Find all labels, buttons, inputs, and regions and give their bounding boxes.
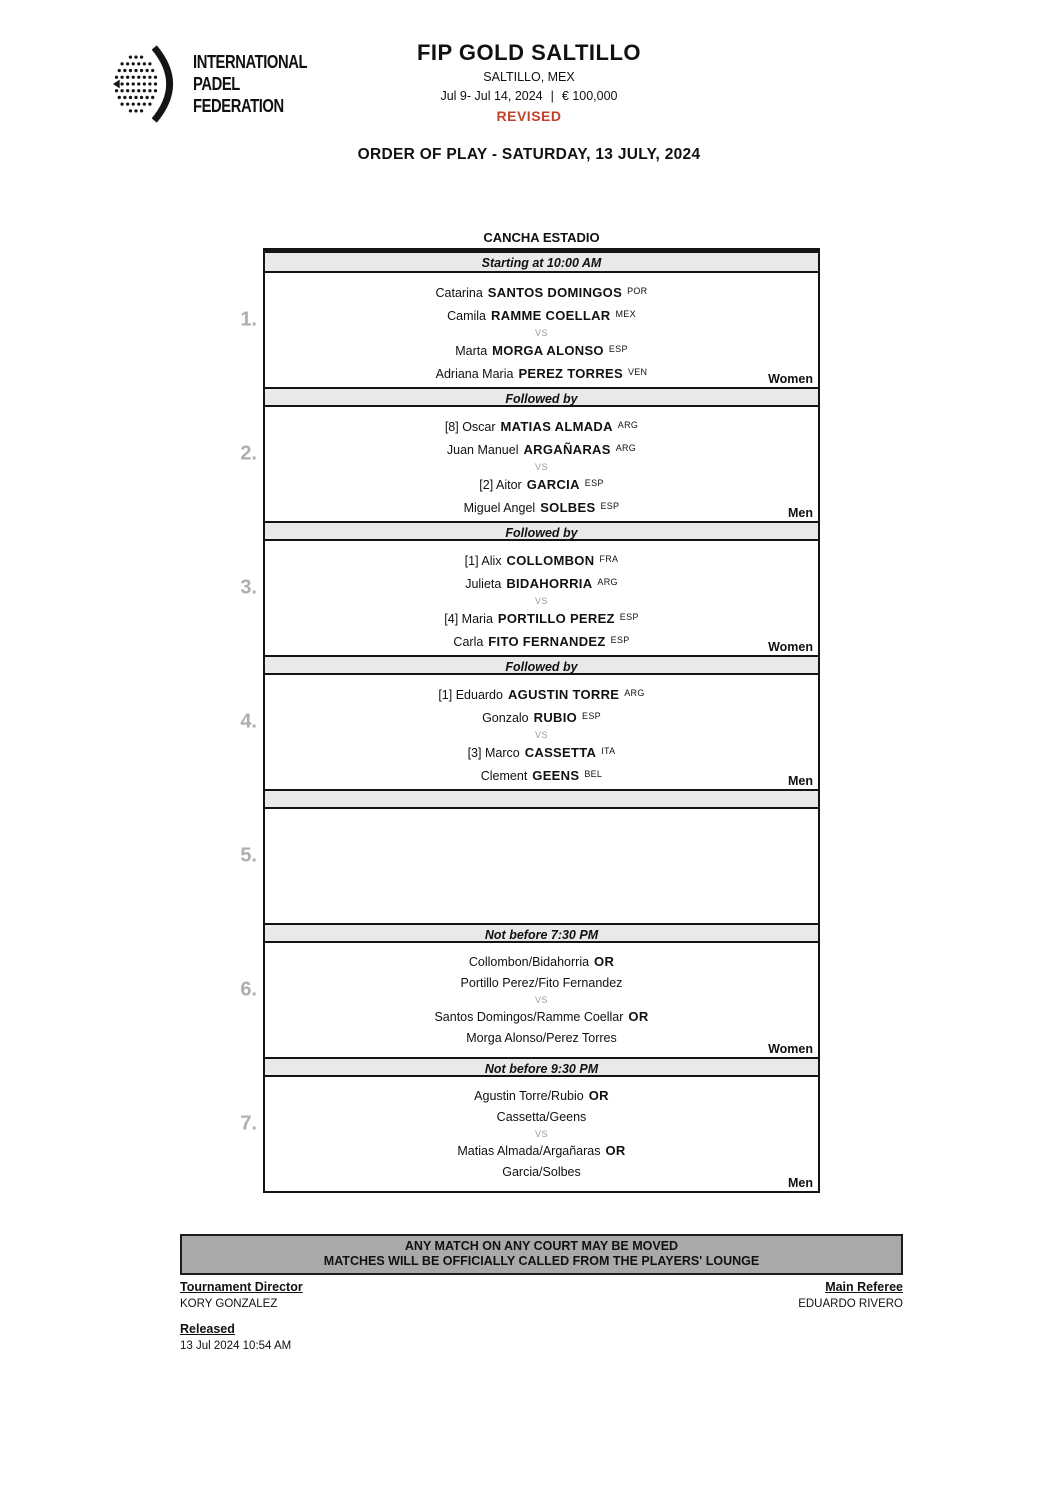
player-given-name: Garcia/Solbes	[502, 1165, 581, 1179]
tournament-director-label: Tournament Director	[180, 1280, 303, 1294]
match-number: 4.	[240, 710, 257, 733]
released-block	[180, 1322, 903, 1352]
country-code: ESP	[608, 344, 628, 354]
main-referee-block	[798, 1280, 903, 1310]
player-given-name: [3] Marco	[467, 746, 520, 760]
player-line	[265, 764, 818, 787]
match-lines	[265, 683, 818, 787]
player-line	[265, 951, 818, 973]
country-code: ARG	[617, 420, 639, 430]
match-block	[240, 789, 818, 923]
player-surname: OR	[605, 1143, 626, 1158]
vs-label: VS	[534, 1129, 548, 1139]
officials-section	[180, 1280, 903, 1352]
match-schedule-band: Not before 9:30 PM	[265, 1057, 818, 1077]
player-line	[265, 607, 818, 630]
notice-line-2: MATCHES WILL BE OFFICIALLY CALLED FROM THE PLAYERS' LOUNGE	[323, 1254, 760, 1268]
player-line	[265, 473, 818, 496]
match-block	[240, 521, 818, 655]
revised-badge: REVISED	[496, 108, 562, 124]
player-given-name: Clement	[480, 769, 528, 783]
player-surname: OR	[628, 1009, 649, 1024]
player-line	[265, 304, 818, 327]
notice-line-1: ANY MATCH ON ANY COURT MAY BE MOVED	[404, 1239, 679, 1253]
player-given-name: Gonzalo	[482, 711, 529, 725]
player-given-name: Catarina	[435, 286, 483, 300]
player-line	[265, 1006, 818, 1028]
player-surname: BIDAHORRIA	[506, 576, 593, 591]
player-line	[265, 1140, 818, 1162]
player-surname: MORGA ALONSO	[492, 343, 604, 358]
logo-line-1: INTERNATIONAL	[193, 52, 308, 72]
logo-line-3: FEDERATION	[193, 96, 284, 116]
player-given-name: Cassetta/Geens	[496, 1110, 587, 1124]
match-lines	[265, 415, 818, 519]
country-code: ARG	[615, 443, 637, 453]
match-body	[265, 273, 818, 387]
player-line	[265, 281, 818, 304]
player-line	[265, 973, 818, 994]
tournament-director-block	[180, 1280, 303, 1310]
country-code: ITA	[601, 746, 616, 756]
player-given-name: Matias Almada/Argañaras	[457, 1144, 601, 1158]
match-block	[240, 387, 818, 521]
match-schedule-band: Followed by	[265, 521, 818, 541]
match-schedule-band: Not before 7:30 PM	[265, 923, 818, 943]
match-body	[265, 675, 818, 789]
country-code: MEX	[615, 309, 636, 319]
match-body	[265, 407, 818, 521]
match-number: 7.	[240, 1112, 257, 1135]
player-surname: PORTILLO PEREZ	[497, 611, 615, 626]
vs-label: VS	[534, 596, 548, 606]
match-body	[265, 541, 818, 655]
player-given-name: Collombon/Bidahorria	[468, 955, 590, 969]
match-block	[240, 655, 818, 789]
player-given-name: Morga Alonso/Perez Torres	[466, 1031, 617, 1045]
player-given-name: Camila	[447, 309, 487, 323]
match-number: 2.	[240, 442, 257, 465]
match-schedule-band	[265, 789, 818, 809]
player-line	[265, 572, 818, 595]
player-surname: RAMME COELLAR	[491, 308, 611, 323]
match-number: 6.	[240, 978, 257, 1001]
court-section	[240, 230, 820, 1193]
player-given-name: Portillo Perez/Fito Fernandez	[460, 976, 623, 990]
player-given-name: [1] Eduardo	[438, 688, 503, 702]
player-given-name: Adriana Maria	[435, 367, 514, 381]
match-lines	[265, 549, 818, 653]
player-line	[265, 630, 818, 653]
player-surname: GEENS	[532, 768, 580, 783]
match-schedule-band: Followed by	[265, 387, 818, 407]
match-schedule-band: Starting at 10:00 AM	[265, 253, 818, 273]
match-schedule-band: Followed by	[265, 655, 818, 675]
match-lines	[265, 1085, 818, 1183]
player-given-name: Marta	[455, 344, 488, 358]
vs-label: VS	[534, 328, 548, 338]
match-body	[265, 943, 818, 1057]
match-category-label: Women	[768, 1042, 813, 1056]
player-surname: RUBIO	[533, 710, 578, 725]
order-of-play-title: ORDER OF PLAY - SATURDAY, 13 JULY, 2024	[357, 146, 701, 163]
player-given-name: [8] Oscar	[444, 420, 496, 434]
player-surname: FITO FERNANDEZ	[488, 634, 606, 649]
event-prize: € 100,000	[561, 89, 618, 103]
released-datetime: 13 Jul 2024 10:54 AM	[180, 1340, 292, 1352]
player-line	[265, 339, 818, 362]
player-surname: OR	[588, 1088, 609, 1103]
event-title: FIP GOLD SALTILLO	[416, 40, 641, 65]
event-location: SALTILLO, MEX	[483, 70, 575, 84]
player-surname: MATIAS ALMADA	[500, 419, 613, 434]
main-referee-label: Main Referee	[825, 1280, 903, 1294]
player-given-name: [4] Maria	[444, 612, 493, 626]
match-body	[265, 1077, 818, 1191]
country-code: ESP	[619, 612, 639, 622]
country-code: ESP	[610, 635, 630, 645]
player-surname: SOLBES	[540, 500, 596, 515]
match-block	[240, 253, 818, 387]
vs-label: VS	[534, 730, 548, 740]
vs-label: VS	[534, 462, 548, 472]
country-code: ARG	[597, 577, 618, 587]
main-referee-name: EDUARDO RIVERO	[798, 1298, 903, 1310]
match-category-label: Men	[788, 506, 813, 520]
player-given-name: [1] Alix	[464, 554, 502, 568]
player-given-name: Agustin Torre/Rubio	[474, 1089, 584, 1103]
notice-banner	[180, 1234, 903, 1275]
schedule-table	[240, 248, 820, 1193]
released-label: Released	[180, 1322, 235, 1336]
player-given-name: Miguel Angel	[463, 501, 536, 515]
player-given-name: Santos Domingos/Ramme Coellar	[434, 1010, 624, 1024]
player-line	[265, 438, 818, 461]
country-code: FRA	[599, 554, 619, 564]
match-category-label: Women	[768, 640, 813, 654]
player-line	[265, 415, 818, 438]
date-prize-separator: |	[550, 89, 554, 103]
player-surname: ARGAÑARAS	[523, 442, 611, 457]
player-given-name: Carla	[453, 635, 484, 649]
player-surname: SANTOS DOMINGOS	[487, 285, 623, 300]
player-surname: GARCIA	[526, 477, 580, 492]
match-body	[265, 809, 818, 923]
country-code: ARG	[624, 688, 645, 698]
player-surname: COLLOMBON	[506, 553, 595, 568]
player-line	[265, 741, 818, 764]
player-surname: AGUSTIN TORRE	[507, 687, 620, 702]
match-category-label: Men	[788, 1176, 813, 1190]
country-code: ESP	[584, 478, 604, 488]
event-header	[0, 40, 1058, 124]
player-line	[265, 1162, 818, 1183]
match-lines	[265, 951, 818, 1049]
player-surname: OR	[594, 954, 615, 969]
player-given-name: Juan Manuel	[446, 443, 519, 457]
event-dates: Jul 9- Jul 14, 2024	[440, 89, 543, 103]
match-category-label: Men	[788, 774, 813, 788]
country-code: POR	[627, 286, 648, 296]
player-line	[265, 1107, 818, 1128]
match-lines	[265, 281, 818, 385]
player-given-name: [2] Aitor	[479, 478, 522, 492]
match-number: 5.	[240, 844, 257, 867]
match-block	[240, 923, 818, 1057]
match-block	[240, 1057, 818, 1191]
player-line	[265, 549, 818, 572]
country-code: VEN	[627, 367, 648, 377]
match-number: 3.	[240, 576, 257, 599]
match-number: 1.	[240, 308, 257, 331]
court-name: CANCHA ESTADIO	[483, 230, 600, 245]
event-date-prize	[0, 89, 1058, 103]
match-category-label: Women	[768, 372, 813, 386]
player-surname: CASSETTA	[524, 745, 597, 760]
tournament-director-name: KORY GONZALEZ	[180, 1298, 278, 1310]
player-surname: PEREZ TORRES	[518, 366, 623, 381]
player-line	[265, 496, 818, 519]
vs-label: VS	[534, 995, 548, 1005]
player-line	[265, 683, 818, 706]
country-code: BEL	[584, 769, 603, 779]
player-line	[265, 706, 818, 729]
player-line	[265, 362, 818, 385]
player-given-name: Julieta	[465, 577, 502, 591]
player-line	[265, 1028, 818, 1049]
logo-line-2: PADEL	[193, 74, 240, 94]
country-code: ESP	[582, 711, 601, 721]
player-line	[265, 1085, 818, 1107]
country-code: ESP	[600, 501, 620, 511]
